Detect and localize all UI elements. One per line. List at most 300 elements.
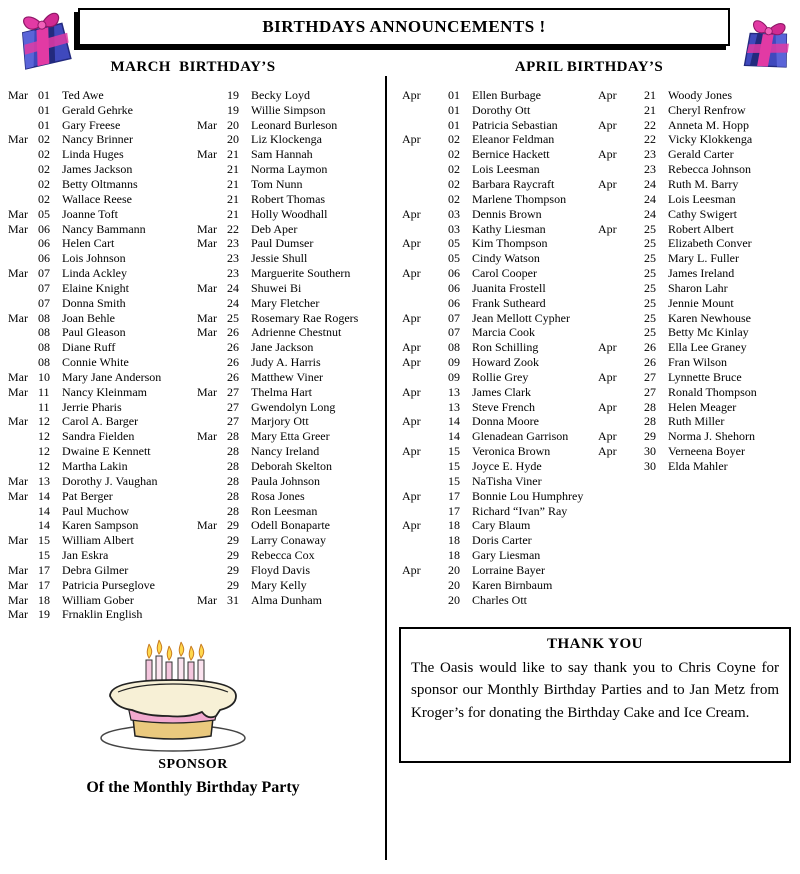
day-label: 25 (644, 280, 656, 295)
day-label: 22 (227, 221, 239, 236)
march-heading: MARCH BIRTHDAY’S (110, 59, 276, 75)
birthday-row (8, 489, 196, 504)
day-label: 06 (38, 236, 50, 251)
birthday-row (8, 266, 196, 281)
person-name: Paul Dumser (251, 236, 314, 251)
month-label: Apr (598, 87, 617, 102)
birthday-row (8, 444, 196, 459)
person-name: Ron Leesman (251, 503, 318, 518)
person-name: Judy A. Harris (251, 355, 321, 370)
person-name: Patricia Purseglove (62, 577, 155, 592)
person-name: William Albert (62, 533, 134, 548)
person-name: Lorraine Bayer (472, 562, 545, 577)
birthday-row (197, 548, 385, 563)
person-name: Nancy Brinner (62, 132, 133, 147)
birthday-row (8, 429, 196, 444)
birthday-row (8, 504, 196, 519)
birthday-row (197, 266, 385, 281)
person-name: Mary L. Fuller (668, 251, 739, 266)
person-name: Lynnette Bruce (668, 369, 742, 384)
day-label: 22 (644, 117, 656, 132)
person-name: Rollie Grey (472, 369, 529, 384)
birthday-row (402, 578, 595, 593)
thank-you-box (399, 627, 791, 763)
birthday-row (402, 504, 595, 519)
month-label: Mar (8, 473, 28, 488)
day-label: 17 (448, 503, 460, 518)
day-label: 24 (227, 295, 239, 310)
day-label: 13 (448, 384, 460, 399)
day-label: 24 (644, 176, 656, 191)
person-name: Kathy Liesman (472, 221, 546, 236)
birthday-row (8, 88, 196, 103)
birthday-row (402, 429, 595, 444)
month-label: Mar (8, 488, 28, 503)
day-label: 29 (227, 577, 239, 592)
person-name: William Gober (62, 592, 134, 607)
day-label: 17 (448, 488, 460, 503)
birthday-row (8, 311, 196, 326)
month-label: Apr (402, 236, 421, 251)
person-name: Barbara Raycraft (472, 176, 555, 191)
birthday-row (8, 415, 196, 430)
birthday-row (402, 147, 595, 162)
person-name: Sharon Lahr (668, 280, 728, 295)
person-name: Mary Etta Greer (251, 429, 330, 444)
person-name: Gary Liesman (472, 548, 541, 563)
birthday-row (402, 370, 595, 385)
birthday-row (197, 400, 385, 415)
person-name: Marjory Ott (251, 414, 309, 429)
person-name: Doris Carter (472, 533, 532, 548)
month-label: Mar (8, 592, 28, 607)
day-label: 26 (227, 340, 239, 355)
birthday-row (197, 593, 385, 608)
banner-title: BIRTHDAYS ANNOUNCEMENTS ! (262, 17, 546, 36)
day-label: 26 (227, 325, 239, 340)
person-name: Ron Schilling (472, 340, 539, 355)
day-label: 08 (38, 340, 50, 355)
person-name: Rosemary Rae Rogers (251, 310, 359, 325)
birthday-row (8, 326, 196, 341)
person-name: Carol Cooper (472, 266, 537, 281)
person-name: Elaine Knight (62, 280, 129, 295)
month-label: Apr (598, 399, 617, 414)
birthday-row (8, 340, 196, 355)
person-name: Larry Conaway (251, 533, 326, 548)
month-label: Apr (598, 176, 617, 191)
birthday-row (598, 118, 796, 133)
person-name: Norma J. Shehorn (668, 429, 755, 444)
day-label: 18 (448, 548, 460, 563)
person-name: Pat Berger (62, 488, 113, 503)
day-label: 18 (448, 518, 460, 533)
birthday-row (402, 326, 595, 341)
day-label: 01 (448, 117, 460, 132)
birthday-row (402, 222, 595, 237)
day-label: 21 (644, 102, 656, 117)
person-name: Sam Hannah (251, 147, 313, 162)
person-name: Ted Awe (62, 87, 104, 102)
day-label: 13 (448, 399, 460, 414)
birthday-row (598, 251, 796, 266)
day-label: 05 (448, 251, 460, 266)
person-name: Ronald Thompson (668, 384, 757, 399)
person-name: Fran Wilson (668, 355, 727, 370)
person-name: Donna Moore (472, 414, 539, 429)
birthday-row (402, 533, 595, 548)
birthday-row (598, 415, 796, 430)
day-label: 11 (38, 384, 50, 399)
birthday-row (197, 281, 385, 296)
birthday-row (402, 415, 595, 430)
person-name: Bernice Hackett (472, 147, 550, 162)
day-label: 02 (448, 147, 460, 162)
person-name: Gwendolyn Long (251, 399, 336, 414)
person-name: Alma Dunham (251, 592, 322, 607)
person-name: Howard Zook (472, 355, 539, 370)
birthday-row (8, 251, 196, 266)
birthday-row (8, 563, 196, 578)
month-label: Apr (598, 117, 617, 132)
person-name: Glenadean Garrison (472, 429, 569, 444)
april-heading: APRIL BIRTHDAY’S (514, 59, 664, 75)
person-name: Jennie Mount (668, 295, 734, 310)
day-label: 19 (227, 102, 239, 117)
sponsor-subtitle: Of the Monthly Birthday Party (86, 779, 300, 796)
month-label: Apr (402, 87, 421, 102)
day-label: 25 (644, 310, 656, 325)
month-label: Apr (598, 221, 617, 236)
person-name: Nancy Ireland (251, 444, 320, 459)
birthday-row (402, 133, 595, 148)
person-name: Mary Jane Anderson (62, 369, 162, 384)
birthday-row (197, 370, 385, 385)
day-label: 28 (227, 503, 239, 518)
sponsor-label: SPONSOR (158, 757, 228, 772)
day-label: 15 (448, 459, 460, 474)
birthday-row (598, 281, 796, 296)
birthday-row (598, 311, 796, 326)
birthday-row (197, 415, 385, 430)
birthday-row (598, 177, 796, 192)
person-name: Jane Jackson (251, 340, 314, 355)
day-label: 15 (448, 444, 460, 459)
person-name: Elda Mahler (668, 459, 728, 474)
day-label: 30 (644, 444, 656, 459)
day-label: 21 (227, 176, 239, 191)
person-name: James Ireland (668, 266, 735, 281)
day-label: 12 (38, 429, 50, 444)
birthday-row (8, 192, 196, 207)
day-label: 06 (448, 266, 460, 281)
birthday-row (8, 533, 196, 548)
person-name: Linda Huges (62, 147, 124, 162)
person-name: Vicky Klokkenga (668, 132, 753, 147)
month-label: Apr (402, 266, 421, 281)
birthday-row (402, 385, 595, 400)
birthday-row (8, 207, 196, 222)
person-name: Joyce E. Hyde (472, 459, 542, 474)
person-name: Frank Sutheard (472, 295, 546, 310)
month-label: Mar (8, 221, 28, 236)
day-label: 11 (38, 399, 50, 414)
month-label: Apr (598, 444, 617, 459)
month-label: Apr (402, 310, 421, 325)
day-label: 12 (38, 444, 50, 459)
person-name: Odell Bonaparte (251, 518, 330, 533)
person-name: Karen Newhouse (668, 310, 751, 325)
birthday-row (8, 147, 196, 162)
person-name: Paul Muchow (62, 503, 129, 518)
day-label: 21 (227, 162, 239, 177)
day-label: 14 (38, 488, 50, 503)
day-label: 09 (448, 355, 460, 370)
person-name: James Jackson (62, 162, 133, 177)
person-name: Deb Aper (251, 221, 298, 236)
month-label: Mar (197, 384, 217, 399)
month-label: Mar (197, 310, 217, 325)
person-name: Dwaine E Kennett (62, 444, 151, 459)
day-label: 01 (38, 102, 50, 117)
day-label: 02 (38, 162, 50, 177)
day-label: 25 (644, 236, 656, 251)
month-label: Apr (402, 340, 421, 355)
birthday-row (402, 459, 595, 474)
day-label: 08 (38, 310, 50, 325)
day-label: 23 (227, 251, 239, 266)
day-label: 07 (448, 310, 460, 325)
day-label: 23 (644, 147, 656, 162)
day-label: 29 (644, 429, 656, 444)
birthday-row (197, 459, 385, 474)
person-name: Floyd Davis (251, 562, 311, 577)
month-label: Mar (8, 414, 28, 429)
month-label: Mar (197, 221, 217, 236)
birthday-row (8, 162, 196, 177)
month-label: Mar (8, 87, 28, 102)
person-name: Norma Laymon (251, 162, 328, 177)
month-label: Mar (8, 132, 28, 147)
day-label: 28 (227, 444, 239, 459)
person-name: Jan Eskra (62, 548, 109, 563)
column-divider (385, 76, 387, 860)
birthday-row (8, 103, 196, 118)
person-name: Wallace Reese (62, 191, 132, 206)
person-name: Kim Thompson (472, 236, 548, 251)
birthday-row (402, 296, 595, 311)
person-name: Donna Smith (62, 295, 126, 310)
person-name: Marlene Thompson (472, 191, 567, 206)
person-name: Adrienne Chestnut (251, 325, 342, 340)
person-name: Bonnie Lou Humphrey (472, 488, 584, 503)
birthday-row (402, 118, 595, 133)
month-label: Mar (8, 206, 28, 221)
april-list-column-1 (402, 88, 595, 608)
person-name: Ella Lee Graney (668, 340, 747, 355)
month-label: Apr (598, 147, 617, 162)
birthday-row (8, 518, 196, 533)
person-name: Elizabeth Conver (668, 236, 752, 251)
birthday-row (402, 177, 595, 192)
person-name: Liz Klockenga (251, 132, 322, 147)
birthday-row (197, 489, 385, 504)
day-label: 25 (644, 251, 656, 266)
birthday-row (598, 266, 796, 281)
person-name: Betty Oltmanns (62, 176, 138, 191)
person-name: Betty Mc Kinlay (668, 325, 749, 340)
day-label: 21 (644, 87, 656, 102)
day-label: 14 (38, 518, 50, 533)
day-label: 22 (644, 132, 656, 147)
birthday-row (402, 444, 595, 459)
birthday-row (598, 444, 796, 459)
birthday-row (402, 548, 595, 563)
day-label: 15 (38, 548, 50, 563)
month-label: Mar (8, 607, 28, 622)
person-name: Helen Meager (668, 399, 737, 414)
birthday-row (402, 266, 595, 281)
person-name: Verneena Boyer (668, 444, 745, 459)
day-label: 25 (644, 266, 656, 281)
person-name: Gerald Gehrke (62, 102, 133, 117)
month-label: Apr (402, 562, 421, 577)
person-name: Marcia Cook (472, 325, 535, 340)
birthday-row (197, 355, 385, 370)
day-label: 28 (644, 414, 656, 429)
person-name: NaTisha Viner (472, 473, 542, 488)
day-label: 26 (644, 340, 656, 355)
person-name: Gary Freese (62, 117, 121, 132)
day-label: 19 (227, 87, 239, 102)
day-label: 24 (644, 206, 656, 221)
day-label: 07 (38, 266, 50, 281)
day-label: 09 (448, 369, 460, 384)
day-label: 28 (227, 459, 239, 474)
birthday-row (8, 593, 196, 608)
person-name: Paul Gleason (62, 325, 126, 340)
day-label: 27 (227, 384, 239, 399)
birthday-row (8, 548, 196, 563)
birthday-row (197, 563, 385, 578)
birthday-row (197, 147, 385, 162)
day-label: 29 (227, 562, 239, 577)
person-name: Eleanor Feldman (472, 132, 555, 147)
day-label: 08 (38, 325, 50, 340)
person-name: Ellen Burbage (472, 87, 541, 102)
birthday-row (8, 281, 196, 296)
person-name: Debra Gilmer (62, 562, 129, 577)
day-label: 21 (227, 206, 239, 221)
day-label: 29 (227, 518, 239, 533)
day-label: 25 (644, 325, 656, 340)
banner (78, 8, 730, 46)
person-name: Deborah Skelton (251, 459, 332, 474)
day-label: 01 (448, 102, 460, 117)
day-label: 20 (448, 592, 460, 607)
month-label: Mar (8, 562, 28, 577)
day-label: 17 (38, 577, 50, 592)
person-name: Jerrie Pharis (62, 399, 122, 414)
day-label: 05 (38, 206, 50, 221)
day-label: 08 (448, 340, 460, 355)
day-label: 18 (38, 592, 50, 607)
thank-you-title: THANK YOU (546, 636, 644, 652)
person-name: Charles Ott (472, 592, 527, 607)
birthday-row (402, 340, 595, 355)
day-label: 13 (38, 473, 50, 488)
month-label: Apr (598, 369, 617, 384)
person-name: Sandra Fielden (62, 429, 135, 444)
person-name: Robert Thomas (251, 191, 326, 206)
person-name: Cheryl Renfrow (668, 102, 746, 117)
day-label: 29 (227, 548, 239, 563)
birthday-row (197, 311, 385, 326)
march-list-column-1 (8, 88, 196, 622)
month-label: Apr (402, 132, 421, 147)
day-label: 06 (448, 295, 460, 310)
person-name: Steve French (472, 399, 535, 414)
person-name: Woody Jones (668, 87, 733, 102)
day-label: 31 (227, 592, 239, 607)
person-name: Karen Sampson (62, 518, 139, 533)
birthday-row (402, 474, 595, 489)
birthday-row (8, 177, 196, 192)
person-name: Jessie Shull (251, 251, 308, 266)
person-name: Carol A. Barger (62, 414, 139, 429)
person-name: Thelma Hart (251, 384, 312, 399)
birthday-row (402, 518, 595, 533)
month-label: Mar (8, 384, 28, 399)
birthday-row (402, 281, 595, 296)
birthday-row (197, 103, 385, 118)
april-list-column-2 (598, 88, 796, 474)
day-label: 07 (38, 280, 50, 295)
birthday-row (197, 578, 385, 593)
day-label: 10 (38, 369, 50, 384)
month-label: Mar (8, 577, 28, 592)
day-label: 27 (227, 414, 239, 429)
person-name: Veronica Brown (472, 444, 551, 459)
birthday-row (8, 370, 196, 385)
person-name: Lois Leesman (668, 191, 736, 206)
birthday-row (598, 340, 796, 355)
day-label: 24 (644, 191, 656, 206)
day-label: 06 (38, 251, 50, 266)
birthday-row (598, 326, 796, 341)
birthday-row (8, 459, 196, 474)
day-label: 12 (38, 459, 50, 474)
month-label: Apr (402, 206, 421, 221)
birthday-row (402, 593, 595, 608)
birthday-row (402, 236, 595, 251)
birthday-row (197, 444, 385, 459)
march-list-column-2 (197, 88, 385, 608)
birthday-row (598, 355, 796, 370)
day-label: 07 (448, 325, 460, 340)
birthday-row (598, 296, 796, 311)
birthday-row (598, 133, 796, 148)
day-label: 07 (38, 295, 50, 310)
month-label: Apr (402, 355, 421, 370)
day-label: 25 (227, 310, 239, 325)
day-label: 27 (227, 399, 239, 414)
day-label: 28 (227, 429, 239, 444)
month-label: Mar (197, 117, 217, 132)
day-label: 02 (38, 147, 50, 162)
birthday-row (598, 192, 796, 207)
birthday-row (197, 88, 385, 103)
